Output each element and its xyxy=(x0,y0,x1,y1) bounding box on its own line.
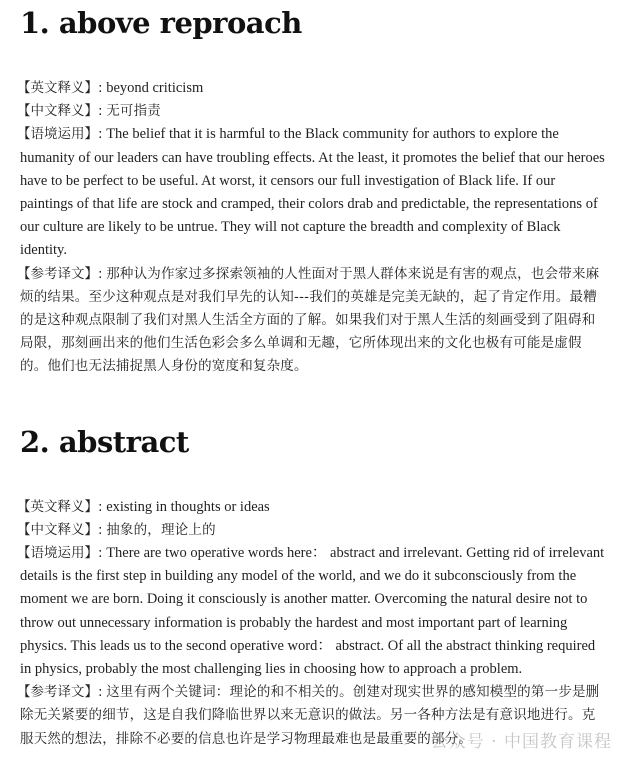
vocab-entry xyxy=(17,0,606,379)
entry-title: 2. abstract xyxy=(20,424,189,459)
english-meaning-label: 【英文释义】: xyxy=(17,498,103,515)
context-usage-label: 【语境运用】: xyxy=(17,545,103,562)
translation-row xyxy=(17,263,606,379)
english-meaning-text: beyond criticism xyxy=(106,80,204,96)
vocab-entry xyxy=(17,424,606,751)
translation-label: 【参考译文】: xyxy=(17,265,103,282)
entry-body xyxy=(17,496,606,751)
chinese-meaning-label: 【中文释义】: xyxy=(17,103,103,120)
context-usage-label: 【语境运用】: xyxy=(17,126,103,143)
chinese-meaning-text: 无可指责 xyxy=(106,103,161,120)
context-usage-text: The belief that it is harmful to the Black community for authors to explore the humanity of our leaders can have troubling effects. At the least, it promotes the belief that our heroes have to be perfect to be useful. At worst, it censors our full investigation of Black life. If our paintings of that life are stock and cramped, their colors drab and predictable, the representations of our culture are likely to be untrue. They will not capture the breadth and complexity of Black identity. xyxy=(20,126,605,259)
context-usage-row xyxy=(17,542,606,681)
watermark-overlay: 公众号 · 中国教育课程 xyxy=(430,732,612,752)
chinese-meaning-text: 抽象的，理论上的 xyxy=(106,521,216,538)
chinese-meaning-label: 【中文释义】: xyxy=(17,521,103,538)
chinese-meaning-row xyxy=(17,100,606,123)
translation-text: 那种认为作家过多探索领袖的人性面对于黑人群体来说是有害的观点，也会带来麻烦的结果。至少这种观点是对我们早先的认知---我们的英雄是完美无缺的，起了肯定作用。最糟的是这种观点限制了我们对黑人生活全方面的了解。如果我们对于黑人生活的刻画受到了阻碍和局限，那刻画出来的他们生活色彩会多么单调和无趣，它所体现出来的文化也极有可能是虚假的。他们也无法捕捉黑人身份的宽度和复杂度。 xyxy=(20,265,600,375)
chinese-meaning-row xyxy=(17,519,606,542)
entry-title: 1. above reproach xyxy=(20,6,302,40)
english-meaning-row xyxy=(17,496,606,519)
english-meaning-text: existing in thoughts or ideas xyxy=(106,498,270,515)
translation-row xyxy=(17,681,606,751)
translation-text: 这里有两个关键词：理论的和不相关的。创建对现实世界的感知模型的第一步是删除无关紧要的细节，这是自我们降临世界以来无意识的做法。另一各种方法是有意识地进行。克服天然的想法，排除不必要的信息也许是学习物理最难也是最重要的部分。 xyxy=(20,684,600,747)
english-meaning-row xyxy=(17,77,606,100)
context-usage-row xyxy=(17,123,606,262)
context-usage-text: There are two operative words here： abstract and irrelevant. Getting rid of irrelevant details is the first step in building any model of the world, and we do it subconsciously from the moment we are born. Doing it consciously is another matter. Overcoming the natural desire not to throw out unnecessary information is probably the hardest and most important part of learning physics. This leads us to the second operative word： abstract. Of all the abstract thinking required in physics, probably the most challenging lies in choosing how to approach a problem. xyxy=(20,545,605,678)
entry-body xyxy=(17,77,606,379)
translation-label: 【参考译文】: xyxy=(17,684,103,701)
english-meaning-label: 【英文释义】: xyxy=(17,80,103,96)
